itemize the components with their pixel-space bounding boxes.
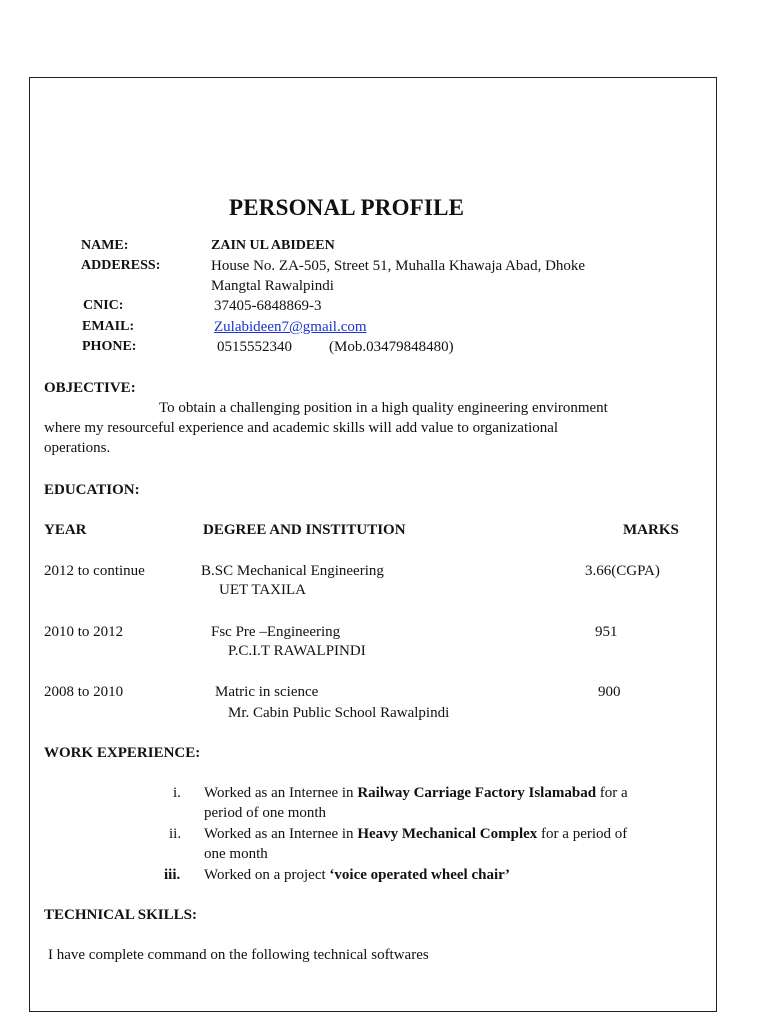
objective-line-1: To obtain a challenging position in a high quality engineering environment bbox=[159, 400, 608, 416]
mobile-value: (Mob.03479848480) bbox=[329, 339, 454, 355]
education-degree: Matric in science bbox=[215, 684, 319, 700]
col-marks-header: MARKS bbox=[623, 522, 679, 538]
education-institution: UET TAXILA bbox=[219, 582, 306, 598]
work-item-text bbox=[204, 865, 510, 885]
cnic-label: CNIC: bbox=[83, 298, 124, 313]
education-year: 2008 to 2010 bbox=[44, 684, 124, 700]
education-year: 2012 to continue bbox=[44, 563, 145, 579]
work-item-text-pre: Worked on a project bbox=[204, 867, 330, 883]
education-degree: B.SC Mechanical Engineering bbox=[201, 563, 384, 579]
work-item-text-post: for a period of bbox=[537, 826, 628, 842]
education-heading: EDUCATION: bbox=[44, 482, 140, 498]
education-degree: Fsc Pre –Engineering bbox=[211, 624, 341, 640]
work-item-text bbox=[204, 824, 627, 844]
education-institution: P.C.I.T RAWALPINDI bbox=[228, 643, 366, 659]
cnic-value: 37405-6848869-3 bbox=[214, 298, 322, 314]
phone-value: 0515552340 bbox=[217, 339, 292, 355]
education-institution: Mr. Cabin Public School Rawalpindi bbox=[228, 705, 450, 721]
work-item-text-post: for a bbox=[596, 785, 628, 801]
work-item-organization: Heavy Mechanical Complex bbox=[357, 826, 538, 842]
email-link[interactable]: Zulabideen7@gmail.com bbox=[214, 319, 367, 335]
work-item-organization: Railway Carriage Factory Islamabad bbox=[357, 785, 597, 801]
skills-text: I have complete command on the following technical softwares bbox=[48, 947, 429, 963]
education-marks: 951 bbox=[595, 624, 618, 640]
page-title: PERSONAL PROFILE bbox=[229, 195, 465, 220]
education-marks: 3.66(CGPA) bbox=[585, 563, 660, 579]
phone-label: PHONE: bbox=[82, 339, 137, 354]
work-item-number: iii. bbox=[164, 867, 181, 883]
work-item-continuation: period of one month bbox=[204, 805, 327, 821]
name-value: ZAIN UL ABIDEEN bbox=[211, 238, 335, 253]
name-label: NAME: bbox=[81, 238, 129, 253]
work-item-text-pre: Worked as an Internee in bbox=[204, 785, 358, 801]
col-year-header: YEAR bbox=[44, 522, 87, 538]
work-item-number: ii. bbox=[169, 826, 182, 842]
email-label: EMAIL: bbox=[82, 319, 135, 334]
address-label: ADDERESS: bbox=[81, 258, 161, 273]
work-item-project: ‘voice operated wheel chair’ bbox=[329, 867, 511, 883]
objective-heading: OBJECTIVE: bbox=[44, 380, 136, 396]
objective-line-2: where my resourceful experience and academic skills will add value to organizational bbox=[44, 420, 559, 436]
objective-line-3: operations. bbox=[44, 440, 111, 456]
address-line-1: House No. ZA-505, Street 51, Muhalla Khawaja Abad, Dhoke bbox=[211, 258, 586, 274]
work-item-number: i. bbox=[173, 785, 181, 801]
skills-heading: TECHNICAL SKILLS: bbox=[44, 907, 197, 923]
work-heading: WORK EXPERIENCE: bbox=[44, 745, 201, 761]
work-item-text bbox=[204, 783, 628, 803]
work-item-text-pre: Worked as an Internee in bbox=[204, 826, 358, 842]
work-item-continuation: one month bbox=[204, 846, 268, 862]
address-line-2: Mangtal Rawalpindi bbox=[211, 278, 334, 294]
education-marks: 900 bbox=[598, 684, 621, 700]
education-year: 2010 to 2012 bbox=[44, 624, 124, 640]
col-degree-header: DEGREE AND INSTITUTION bbox=[203, 522, 406, 538]
